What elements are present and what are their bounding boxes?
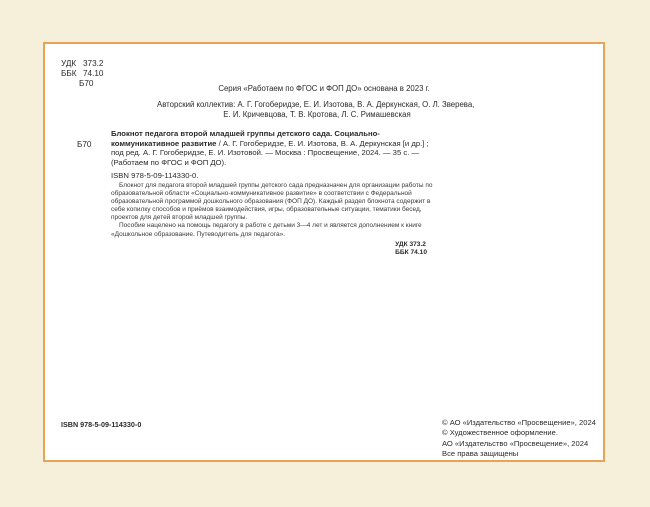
series-line: Серия «Работаем по ФГОС и ФОП ДО» основана в 2023 г. bbox=[218, 84, 430, 93]
side-author-mark: Б70 bbox=[77, 140, 92, 149]
entry-title: Блокнот педагога второй младшей группы детского сада. Социально-коммуникативное развитие bbox=[111, 129, 380, 148]
udk-bbk-right bbox=[395, 241, 427, 258]
copyright-block bbox=[442, 418, 596, 460]
author-mark: Б70 bbox=[79, 79, 94, 89]
bibliographic-entry bbox=[111, 129, 437, 167]
copyright-line-4: Все права защищены bbox=[442, 449, 519, 459]
entry-isbn: ISBN 978-5-09-114330-0. bbox=[111, 171, 199, 180]
annotation-paragraph-1: Блокнот для педагога второй младшей группы детского сада предназначен для организации работы по образовательной области «Социально-коммуникативное развитие» в соответствии с Федеральной образовательной программой дошкольного образования (ФОП ДО). Каждый раздел блокнота содержит в себе копилку способов и приёмов взаимодействия, игры, образовательные ситуации, тематики бесед, проектов для детей второй младшей группы. bbox=[111, 182, 433, 222]
copyright-line-1: © АО «Издательство «Просвещение», 2024 bbox=[442, 418, 596, 427]
udk-value: 373.2 bbox=[83, 59, 104, 68]
udk-right-line: УДК 373.2 bbox=[395, 241, 426, 248]
annotation-paragraph-2: Пособие нацелено на помощь педагогу в работе с детьми 3—4 лет и является дополнением к книге «Дошкольное образование. Путеводитель для педагога». bbox=[111, 222, 422, 238]
bbk-right-line: ББК 74.10 bbox=[395, 249, 427, 257]
authors-line-2: Е. И. Кричевцова, Т. В. Кротова, Л. С. Римашевская bbox=[223, 110, 411, 120]
copyright-line-3: АО «Издательство «Просвещение», 2024 bbox=[442, 438, 589, 448]
udk-label: УДК bbox=[61, 59, 77, 68]
isbn-bottom: ISBN 978-5-09-114330-0 bbox=[61, 420, 142, 429]
authors-block bbox=[157, 100, 477, 120]
copyright-line-2: © Художественное оформление. bbox=[442, 428, 558, 438]
annotation bbox=[111, 182, 439, 239]
imprint-page bbox=[43, 42, 605, 462]
entry-details: / А. Г. Гогоберидзе, Е. И. Изотова, В. А. Деркунская [и др.] ; под ред. А. Г. Гогоберидзе, Е. И. Изотовой. — Москва : Просвещение, 2024. — 35 с. — (Работаем по ФГОС и ФОП ДО). bbox=[111, 138, 429, 167]
bbk-value: 74.10 bbox=[83, 69, 104, 79]
authors-line-1: Авторский коллектив: А. Г. Гогоберидзе, Е. И. Изотова, В. А. Деркунская, О. Л. Зверева, bbox=[157, 100, 475, 109]
bbk-label: ББК bbox=[61, 69, 77, 79]
